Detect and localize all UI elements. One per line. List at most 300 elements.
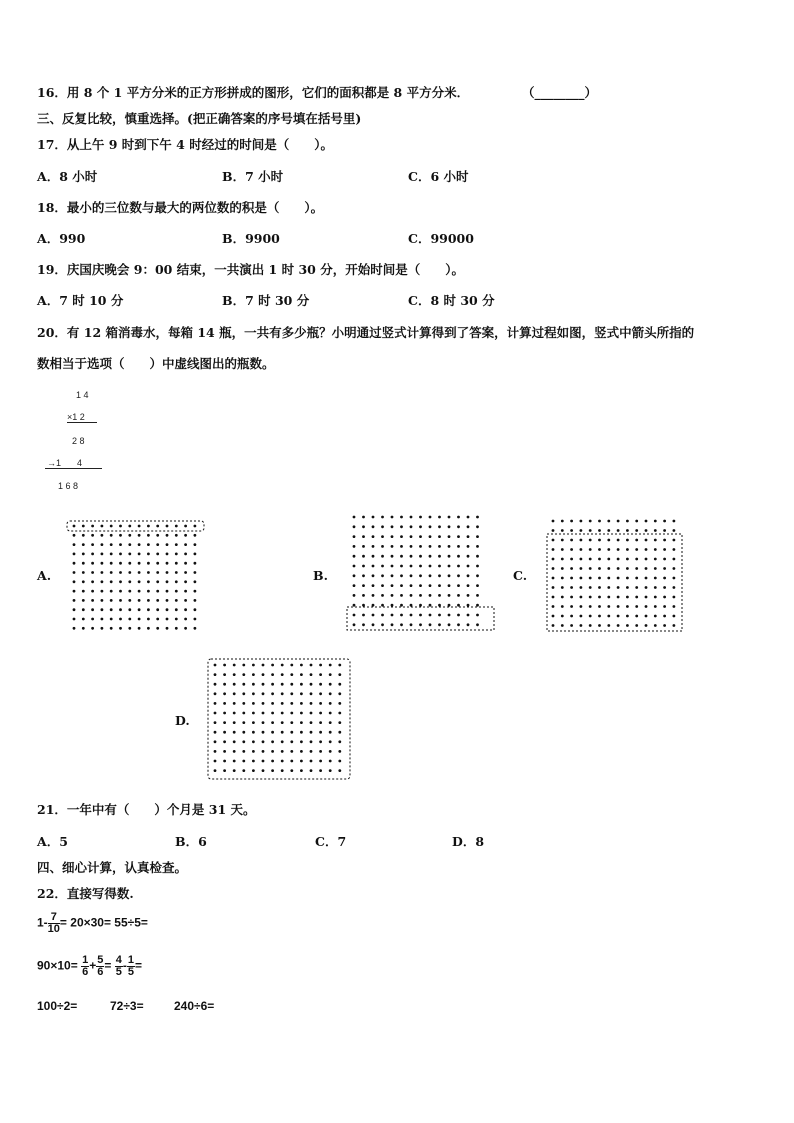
bottle-dot: [233, 702, 236, 705]
bottle-dot: [175, 562, 178, 565]
bottle-dot: [184, 543, 187, 546]
bottle-dot: [156, 580, 159, 583]
bottle-dot: [353, 584, 356, 587]
bottle-dot: [552, 605, 555, 608]
bottle-dot: [119, 580, 122, 583]
bottle-dot: [101, 543, 104, 546]
q19-option-c[interactable]: C．8 时 30 分: [408, 293, 495, 308]
bottle-dot: [223, 769, 226, 772]
bottle-dot: [353, 614, 356, 617]
bottle-dot: [138, 627, 141, 630]
bottle-dot: [419, 535, 422, 538]
bottle-dot: [617, 529, 620, 532]
bottle-dot: [166, 525, 169, 528]
bottle-dot: [580, 605, 583, 608]
bottle-dot: [448, 516, 451, 519]
bottle-dot: [391, 584, 394, 587]
bottle-dot: [400, 614, 403, 617]
bottle-dot: [673, 539, 676, 542]
bottle-dot: [457, 614, 460, 617]
bottle-dot: [214, 731, 217, 734]
bottle-dot: [438, 565, 441, 568]
bottle-dot: [194, 590, 197, 593]
bottle-dot: [271, 760, 274, 763]
bottle-dot: [372, 535, 375, 538]
bottle-dot: [607, 520, 610, 523]
bottle-dot: [381, 525, 384, 528]
bottle-dot: [598, 529, 601, 532]
bottle-dot: [673, 529, 676, 532]
bottle-dot: [391, 604, 394, 607]
bottle-dot: [194, 608, 197, 611]
bottle-dot: [598, 605, 601, 608]
bottle-dot: [319, 683, 322, 686]
bottle-dot: [410, 604, 413, 607]
bottle-dot: [476, 525, 479, 528]
bottle-dot: [101, 618, 104, 621]
bottle-dot: [645, 586, 648, 589]
bottle-dot: [73, 534, 76, 537]
bottle-dot: [457, 565, 460, 568]
bottle-dot: [156, 608, 159, 611]
q20-figure-a[interactable]: [64, 518, 208, 636]
bottle-dot: [673, 615, 676, 618]
q17-text: 17．从上午 9 时到下午 4 时经过的时间是（ ）。: [37, 137, 333, 152]
bottle-dot: [214, 760, 217, 763]
bottle-dot: [381, 594, 384, 597]
bottle-dot: [552, 624, 555, 627]
bottle-dot: [119, 525, 122, 528]
bottle-dot: [290, 692, 293, 695]
bottle-dot: [147, 590, 150, 593]
bottle-dot: [223, 712, 226, 715]
bottle-dot: [110, 608, 113, 611]
bottle-dot: [73, 543, 76, 546]
bottle-dot: [448, 525, 451, 528]
bottle-dot: [457, 535, 460, 538]
bottle-dot: [654, 605, 657, 608]
bottle-dot: [184, 580, 187, 583]
bottle-dot: [673, 548, 676, 551]
bottle-dot: [262, 673, 265, 676]
bottle-dot: [242, 692, 245, 695]
bottle-dot: [419, 604, 422, 607]
bottle-dot: [410, 565, 413, 568]
bottle-dot: [645, 520, 648, 523]
q21-option-b[interactable]: B．6: [175, 834, 207, 849]
bottle-dot: [91, 534, 94, 537]
bottle-dot: [281, 750, 284, 753]
q22-r2-pre: 90×10=: [37, 958, 78, 973]
bottle-dot: [607, 596, 610, 599]
q20-option-b-label[interactable]: B.: [313, 568, 328, 583]
bottle-dot: [607, 605, 610, 608]
bottle-dot: [147, 562, 150, 565]
bottle-dot: [419, 594, 422, 597]
bottle-dot: [128, 525, 131, 528]
bottle-dot: [410, 623, 413, 626]
q20-figure-c[interactable]: [545, 516, 685, 634]
bottle-dot: [147, 627, 150, 630]
bottle-dot: [110, 571, 113, 574]
bottle-dot: [290, 750, 293, 753]
bottle-dot: [552, 548, 555, 551]
q18-option-c[interactable]: C．99000: [408, 231, 474, 246]
bottle-dot: [310, 769, 313, 772]
bottle-dot: [598, 548, 601, 551]
bottle-dot: [101, 599, 104, 602]
bottle-dot: [194, 534, 197, 537]
q21-option-a[interactable]: A．5: [37, 834, 68, 849]
bottle-dot: [184, 608, 187, 611]
calc-row-5: 1 6 8: [58, 481, 79, 491]
bottle-dot: [645, 539, 648, 542]
bottle-dot: [362, 574, 365, 577]
bottle-dot: [175, 543, 178, 546]
bottle-dot: [194, 627, 197, 630]
bottle-dot: [214, 740, 217, 743]
bottle-dot: [410, 594, 413, 597]
bottle-dot: [128, 608, 131, 611]
bottle-dot: [476, 535, 479, 538]
bottle-dot: [156, 627, 159, 630]
bottle-dot: [82, 608, 85, 611]
bottle-dot: [262, 692, 265, 695]
bottle-dot: [101, 525, 104, 528]
bottle-dot: [184, 571, 187, 574]
bottle-dot: [242, 721, 245, 724]
bottle-dot: [457, 555, 460, 558]
bottle-dot: [82, 534, 85, 537]
bottle-dot: [570, 520, 573, 523]
bottle-dot: [457, 623, 460, 626]
bottle-dot: [362, 525, 365, 528]
bottle-dot: [262, 760, 265, 763]
bottle-dot: [271, 664, 274, 667]
bottle-dot: [580, 596, 583, 599]
q21-option-d[interactable]: D．8: [452, 834, 485, 849]
bottle-dot: [589, 558, 592, 561]
bottle-dot: [110, 599, 113, 602]
q20-text-line2: 数相当于选项（ ）中虚线图出的瓶数。: [37, 356, 275, 371]
bottle-dot: [119, 562, 122, 565]
q18-option-b[interactable]: B．9900: [222, 231, 280, 246]
bottle-dot: [252, 712, 255, 715]
fraction-5-6: $\frac{5}{6}$: [97, 954, 104, 978]
bottle-dot: [476, 623, 479, 626]
bottle-dot: [654, 567, 657, 570]
bottle-dot: [119, 618, 122, 621]
q20-option-c-label[interactable]: C.: [513, 568, 528, 583]
bottle-dot: [156, 599, 159, 602]
bottle-dot: [570, 577, 573, 580]
bottle-dot: [362, 545, 365, 548]
bottle-dot: [82, 562, 85, 565]
bottle-dot: [194, 543, 197, 546]
bottle-dot: [663, 596, 666, 599]
bottle-dot: [281, 702, 284, 705]
bottle-dot: [561, 529, 564, 532]
bottle-dot: [410, 545, 413, 548]
bottle-dot: [166, 590, 169, 593]
bottle-dot: [561, 596, 564, 599]
bottle-dot: [561, 586, 564, 589]
bottle-dot: [281, 731, 284, 734]
bottle-dot: [391, 574, 394, 577]
q22-r1-rest: = 20×30= 55÷5=: [59, 915, 148, 930]
bottle-dot: [654, 577, 657, 580]
bottle-dot: [128, 618, 131, 621]
bottle-dot: [400, 516, 403, 519]
bottle-dot: [362, 604, 365, 607]
bottle-dot: [476, 584, 479, 587]
bottle-dot: [319, 731, 322, 734]
bottle-dot: [110, 618, 113, 621]
dashed-outline-b: [347, 607, 494, 630]
bottle-dot: [561, 615, 564, 618]
bottle-dot: [110, 543, 113, 546]
bottle-dot: [429, 584, 432, 587]
bottle-dot: [319, 702, 322, 705]
bottle-dot: [654, 529, 657, 532]
q16-answer-blank[interactable]: （________）: [522, 85, 598, 100]
bottle-dot: [281, 740, 284, 743]
q22-row-3-item-3: 240÷6=: [174, 999, 215, 1013]
bottle-dot: [626, 605, 629, 608]
bottle-dot: [147, 571, 150, 574]
bottle-dot: [82, 571, 85, 574]
bottle-dot: [175, 534, 178, 537]
bottle-dot: [419, 565, 422, 568]
bottle-dot: [467, 565, 470, 568]
bottle-dot: [184, 562, 187, 565]
bottle-dot: [194, 618, 197, 621]
q19-option-a[interactable]: A．7 时 10 分: [37, 293, 124, 308]
q20-figure-d[interactable]: [205, 656, 353, 782]
bottle-dot: [476, 565, 479, 568]
bottle-dot: [457, 584, 460, 587]
bottle-dot: [300, 721, 303, 724]
bottle-dot: [353, 565, 356, 568]
bottle-dot: [598, 586, 601, 589]
bottle-dot: [457, 574, 460, 577]
bottle-dot: [570, 624, 573, 627]
section-3-heading: 三、反复比较，慎重选择。(把正确答案的序号填在括号里): [37, 111, 362, 126]
dot-grid-a: [73, 525, 197, 630]
bottle-dot: [617, 539, 620, 542]
calc-row-4: 4: [77, 458, 83, 468]
q21-option-c[interactable]: C．7: [315, 834, 347, 849]
bottle-dot: [372, 545, 375, 548]
bottle-dot: [617, 558, 620, 561]
bottle-dot: [110, 590, 113, 593]
bottle-dot: [290, 721, 293, 724]
bottle-dot: [353, 535, 356, 538]
bottle-dot: [589, 577, 592, 580]
bottle-dot: [429, 545, 432, 548]
bottle-dot: [381, 604, 384, 607]
bottle-dot: [101, 627, 104, 630]
bottle-dot: [119, 553, 122, 556]
bottle-dot: [457, 604, 460, 607]
bottle-dot: [138, 571, 141, 574]
bottle-dot: [400, 535, 403, 538]
section-4-heading: 四、细心计算，认真检查。: [37, 860, 188, 875]
bottle-dot: [391, 535, 394, 538]
q22-row-2: 90×10= $\frac{1}{6}$ + $\frac{5}{6}$ = $\frac{4}{5}$ - $\frac{1}{5}$ =: [37, 954, 142, 978]
bottle-dot: [73, 590, 76, 593]
bottle-dot: [589, 596, 592, 599]
bottle-dot: [570, 558, 573, 561]
bottle-dot: [438, 516, 441, 519]
bottle-dot: [338, 731, 341, 734]
bottle-dot: [233, 750, 236, 753]
bottle-dot: [223, 731, 226, 734]
bottle-dot: [329, 702, 332, 705]
bottle-dot: [570, 567, 573, 570]
bottle-dot: [184, 525, 187, 528]
bottle-dot: [617, 567, 620, 570]
bottle-dot: [73, 562, 76, 565]
bottle-dot: [252, 664, 255, 667]
bottle-dot: [626, 615, 629, 618]
bottle-dot: [654, 615, 657, 618]
bottle-dot: [73, 553, 76, 556]
bottle-dot: [281, 760, 284, 763]
bottle-dot: [626, 548, 629, 551]
bottle-dot: [214, 769, 217, 772]
q20-option-d-label[interactable]: D.: [175, 713, 190, 728]
fraction-1-6: $\frac{1}{6}$: [82, 954, 89, 978]
bottle-dot: [310, 702, 313, 705]
bottle-dot: [91, 571, 94, 574]
bottle-dot: [429, 594, 432, 597]
dot-grid-d: [214, 664, 342, 772]
bottle-dot: [329, 664, 332, 667]
q19-option-b[interactable]: B．7 时 30 分: [222, 293, 310, 308]
bottle-dot: [175, 590, 178, 593]
bottle-dot: [166, 627, 169, 630]
bottle-dot: [319, 712, 322, 715]
bottle-dot: [552, 567, 555, 570]
bottle-dot: [262, 731, 265, 734]
bottle-dot: [353, 574, 356, 577]
bottle-dot: [561, 577, 564, 580]
bottle-dot: [184, 627, 187, 630]
bottle-dot: [184, 599, 187, 602]
bottle-dot: [580, 577, 583, 580]
bottle-dot: [128, 627, 131, 630]
bottle-dot: [290, 740, 293, 743]
q22-r1-pre: 1-: [37, 915, 48, 930]
bottle-dot: [467, 545, 470, 548]
bottle-dot: [91, 525, 94, 528]
bottle-dot: [419, 545, 422, 548]
bottle-dot: [467, 584, 470, 587]
q16-text: 16．用 8 个 1 平方分米的正方形拼成的图形，它们的面积都是 8 平方分米．: [37, 85, 470, 100]
bottle-dot: [589, 529, 592, 532]
bottle-dot: [626, 529, 629, 532]
bottle-dot: [175, 571, 178, 574]
q17-option-c[interactable]: C．6 小时: [408, 169, 469, 184]
bottle-dot: [128, 571, 131, 574]
bottle-dot: [319, 750, 322, 753]
bottle-dot: [654, 539, 657, 542]
q17-option-b[interactable]: B．7 小时: [222, 169, 284, 184]
bottle-dot: [233, 692, 236, 695]
bottle-dot: [128, 534, 131, 537]
q17-option-a[interactable]: A．8 小时: [37, 169, 98, 184]
bottle-dot: [617, 586, 620, 589]
bottle-dot: [635, 586, 638, 589]
bottle-dot: [128, 543, 131, 546]
bottle-dot: [156, 543, 159, 546]
bottle-dot: [362, 623, 365, 626]
bottle-dot: [214, 692, 217, 695]
bottle-dot: [281, 673, 284, 676]
bottle-dot: [194, 562, 197, 565]
bottle-dot: [372, 614, 375, 617]
bottle-dot: [147, 543, 150, 546]
bottle-dot: [271, 712, 274, 715]
calc-sum-line: [45, 468, 102, 469]
bottle-dot: [381, 516, 384, 519]
q20-option-a-label[interactable]: A.: [37, 568, 52, 583]
bottle-dot: [654, 558, 657, 561]
bottle-dot: [381, 584, 384, 587]
bottle-dot: [91, 580, 94, 583]
calc-row-3: 2 8: [72, 436, 85, 446]
bottle-dot: [138, 608, 141, 611]
bottle-dot: [319, 673, 322, 676]
bottle-dot: [329, 769, 332, 772]
bottle-dot: [223, 750, 226, 753]
bottle-dot: [391, 525, 394, 528]
bottle-dot: [147, 580, 150, 583]
bottle-dot: [214, 712, 217, 715]
bottle-dot: [329, 712, 332, 715]
bottle-dot: [381, 565, 384, 568]
bottle-dot: [271, 673, 274, 676]
bottle-dot: [166, 562, 169, 565]
bottle-dot: [310, 692, 313, 695]
bottle-dot: [381, 545, 384, 548]
bottle-dot: [262, 721, 265, 724]
bottle-dot: [645, 624, 648, 627]
bottle-dot: [338, 750, 341, 753]
bottle-dot: [338, 702, 341, 705]
bottle-dot: [570, 529, 573, 532]
bottle-dot: [381, 623, 384, 626]
bottle-dot: [598, 577, 601, 580]
bottle-dot: [570, 605, 573, 608]
bottle-dot: [184, 618, 187, 621]
bottle-dot: [166, 608, 169, 611]
bottle-dot: [645, 567, 648, 570]
bottle-dot: [338, 721, 341, 724]
bottle-dot: [242, 740, 245, 743]
bottle-dot: [353, 555, 356, 558]
bottle-dot: [673, 605, 676, 608]
bottle-dot: [598, 558, 601, 561]
bottle-dot: [91, 590, 94, 593]
bottle-dot: [372, 604, 375, 607]
bottle-dot: [419, 614, 422, 617]
bottle-dot: [310, 750, 313, 753]
q20-figure-b[interactable]: [344, 512, 496, 634]
q18-option-a[interactable]: A．990: [37, 231, 86, 246]
bottle-dot: [429, 555, 432, 558]
